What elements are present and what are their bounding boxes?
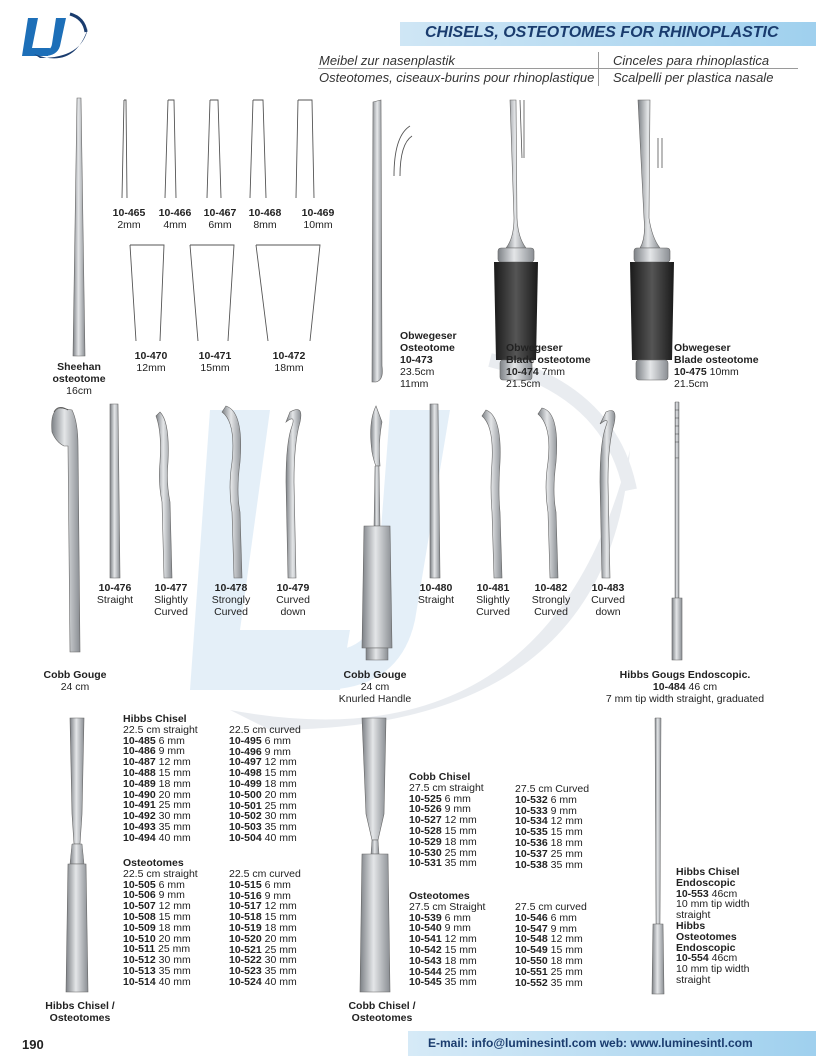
gouge-10-479: 10-479 Curved down bbox=[276, 582, 310, 618]
catalog-row: 10-527 12 mm bbox=[409, 814, 477, 827]
catalog-row: 10-531 35 mm bbox=[409, 857, 477, 870]
blade-474-code-line: 10-474 7mm bbox=[506, 366, 565, 378]
ost-10-465: 10-465 2mm bbox=[112, 207, 146, 231]
catalog-row: 10-543 18 mm bbox=[409, 954, 477, 967]
cobb-chisel-image bbox=[354, 714, 398, 996]
hibbs-endo-name: Hibbs Gougs Endoscopic. bbox=[619, 669, 751, 681]
blade-474-size: 21.5cm bbox=[506, 378, 541, 390]
obwegeser-code: 10-473 bbox=[400, 354, 433, 366]
hibbs-endo-code-line: 10-484 46 cm bbox=[652, 681, 718, 693]
catalog-row: 10-529 18 mm bbox=[409, 835, 477, 848]
cobb-chisel-caption-2: Osteotomes bbox=[351, 1012, 413, 1024]
hibbs-chisel-image bbox=[60, 714, 96, 996]
catalog-row: 10-544 25 mm bbox=[409, 965, 477, 978]
catalog-row: 10-488 15 mm bbox=[123, 766, 191, 779]
catalog-row: 10-517 12 mm bbox=[229, 900, 297, 913]
catalog-row: 10-505 6 mm bbox=[123, 878, 185, 891]
catalog-row: 10-496 9 mm bbox=[229, 745, 291, 758]
cobb-gouge-2-name: Cobb Gouge bbox=[343, 669, 407, 681]
catalog-row: 10-500 20 mm bbox=[229, 788, 297, 801]
catalog-row: 10-538 35 mm bbox=[515, 858, 583, 871]
catalog-row: 10-485 6 mm bbox=[123, 734, 185, 747]
ost-10-471: 10-471 15mm bbox=[198, 350, 232, 374]
catalog-row: 10-494 40 mm bbox=[123, 831, 191, 844]
hibbs-endoscopic-gouge-image bbox=[664, 398, 690, 666]
catalog-row: 10-499 18 mm bbox=[229, 777, 297, 790]
catalog-row: 10-495 6 mm bbox=[229, 734, 291, 747]
catalog-row: 10-513 35 mm bbox=[123, 964, 191, 977]
cobb-chisel-caption-1: Cobb Chisel / bbox=[348, 1000, 416, 1012]
blade-475-size: 21.5cm bbox=[674, 378, 709, 390]
blade-475-code-line: 10-475 10mm bbox=[674, 366, 739, 378]
blade-474-name: Obwegeser bbox=[506, 342, 563, 354]
catalog-row: 10-498 15 mm bbox=[229, 767, 297, 780]
hibbs-caption-1: Hibbs Chisel / bbox=[45, 1000, 115, 1012]
ost-10-468: 10-468 8mm bbox=[248, 207, 282, 231]
obwegeser-type: Osteotome bbox=[400, 342, 455, 354]
catalog-row: 10-509 18 mm bbox=[123, 921, 191, 934]
catalog-row: 10-489 18 mm bbox=[123, 777, 191, 790]
gouge-10-481: 10-481 Slightly Curved bbox=[476, 582, 510, 618]
catalog-row: 10-530 25 mm bbox=[409, 846, 477, 859]
ost-10-467: 10-467 6mm bbox=[203, 207, 237, 231]
footer-contact: E-mail: info@luminesintl.com web: www.luminesintl.com bbox=[428, 1036, 753, 1050]
catalog-row: 10-506 9 mm bbox=[123, 889, 185, 902]
gouge-10-480: 10-480 Straight bbox=[417, 582, 455, 606]
catalog-row: 10-534 12 mm bbox=[515, 815, 583, 828]
catalog-row: 10-525 6 mm bbox=[409, 792, 471, 805]
hibbs-endo-desc: 7 mm tip width straight, graduated bbox=[605, 693, 765, 705]
catalog-row: 10-515 6 mm bbox=[229, 878, 291, 891]
catalog-row: 10-532 6 mm bbox=[515, 793, 577, 806]
catalog-row: 10-541 12 mm bbox=[409, 933, 477, 946]
ost-10-466: 10-466 4mm bbox=[158, 207, 192, 231]
catalog-row: 10-501 25 mm bbox=[229, 799, 297, 812]
cobb-osteotomes-straight-list: Osteotomes 27.5 cm Straight 10-539 6 mm 10-540 9 mm 10-541 12 mm 10-542 15 mm 10-543 18 mm 10-544 25 mm 10-545 35 mm bbox=[409, 890, 486, 989]
ost-10-470: 10-470 12mm bbox=[134, 350, 168, 374]
subtitle-italian: Scalpelli per plastica nasale bbox=[613, 70, 774, 85]
lj-logo bbox=[20, 10, 92, 62]
catalog-row: 10-516 9 mm bbox=[229, 889, 291, 902]
gouge-10-477: 10-477 Slightly Curved bbox=[154, 582, 188, 618]
sheehan-osteotome-image bbox=[68, 96, 90, 362]
subtitle-french: Osteotomes, ciseaux-burins pour rhinoplastique bbox=[319, 70, 595, 85]
cobb-chisel-curved-list: 27.5 cm Curved 10-532 6 mm 10-533 9 mm 10-534 12 mm 10-535 15 mm 10-536 18 mm 10-537 25 mm 10-538 35 mm bbox=[515, 783, 590, 871]
page-title: CHISELS, OSTEOTOMES FOR RHINOPLASTIC bbox=[425, 24, 779, 41]
cobb-gouge-2-handle: Knurled Handle bbox=[338, 693, 412, 705]
catalog-row: 10-520 20 mm bbox=[229, 932, 297, 945]
catalog-row: 10-521 25 mm bbox=[229, 943, 297, 956]
catalog-row: 10-508 15 mm bbox=[123, 910, 191, 923]
sheehan-type: osteotome bbox=[52, 373, 106, 385]
catalog-row: 10-514 40 mm bbox=[123, 975, 191, 988]
catalog-row: 10-550 18 mm bbox=[515, 954, 583, 967]
catalog-row: 10-535 15 mm bbox=[515, 826, 583, 839]
subtitle-vertical-divider bbox=[598, 52, 599, 86]
sheehan-size: 16cm bbox=[66, 385, 92, 397]
catalog-row: 10-536 18 mm bbox=[515, 836, 583, 849]
cobb-gouge-1-size: 24 cm bbox=[60, 681, 90, 693]
catalog-row: 10-540 9 mm bbox=[409, 922, 471, 935]
osteotome-blade-outlines-b bbox=[124, 243, 334, 347]
cobb-osteotomes-curved-list: 27.5 cm curved 10-546 6 mm 10-547 9 mm 10-548 12 mm 10-549 15 mm 10-550 18 mm 10-551 25 mm 10-552 35 mm bbox=[515, 901, 587, 989]
hibbs-osteotomes-curved-list: 22.5 cm curved 10-515 6 mm 10-516 9 mm 10-517 12 mm 10-518 15 mm 10-519 18 mm 10-520 20 mm 10-521 25 mm 10-522 30 mm 10-523 35 mm 10-524 40 mm bbox=[229, 868, 301, 988]
catalog-row: 10-526 9 mm bbox=[409, 803, 471, 816]
obwegeser-blade-10-475-image bbox=[624, 98, 680, 384]
blade-474-type: Blade osteotome bbox=[506, 354, 591, 366]
cobb-gouge-knurled-image bbox=[350, 402, 400, 664]
catalog-row: 10-522 30 mm bbox=[229, 954, 297, 967]
subtitle-spanish: Cinceles para rhinoplastica bbox=[613, 53, 770, 68]
cobb-gouge-1-name: Cobb Gouge bbox=[43, 669, 107, 681]
catalog-row: 10-497 12 mm bbox=[229, 756, 297, 769]
catalog-row: 10-510 20 mm bbox=[123, 932, 191, 945]
catalog-row: 10-533 9 mm bbox=[515, 804, 577, 817]
cobb-gouge-image bbox=[46, 402, 86, 666]
hibbs-caption-2: Osteotomes bbox=[49, 1012, 111, 1024]
catalog-row: 10-492 30 mm bbox=[123, 810, 191, 823]
catalog-row: 10-502 30 mm bbox=[229, 810, 297, 823]
catalog-row: 10-546 6 mm bbox=[515, 911, 577, 924]
osteotome-blade-outlines-a bbox=[118, 98, 348, 206]
gouges-b-image bbox=[420, 402, 620, 582]
catalog-row: 10-491 25 mm bbox=[123, 799, 191, 812]
catalog-row: 10-518 15 mm bbox=[229, 911, 297, 924]
catalog-row: 10-511 25 mm bbox=[123, 943, 191, 956]
hibbs-chisel-straight-list: Hibbs Chisel 22.5 cm straight 10-485 6 mm 10-486 9 mm 10-487 12 mm 10-488 15 mm 10-489 18 mm 10-490 20 mm 10-491 25 mm 10-492 30 mm 10-493 35 mm 10-494 40 mm bbox=[123, 713, 198, 844]
catalog-row: 10-542 15 mm bbox=[409, 943, 477, 956]
catalog-row: 10-504 40 mm bbox=[229, 831, 297, 844]
catalog-row: 10-548 12 mm bbox=[515, 933, 583, 946]
gouges-a-image bbox=[100, 402, 320, 582]
subtitle-divider bbox=[318, 68, 798, 69]
catalog-row: 10-512 30 mm bbox=[123, 954, 191, 967]
page-number: 190 bbox=[22, 1037, 44, 1052]
catalog-row: 10-545 35 mm bbox=[409, 976, 477, 989]
obwegeser-name: Obwegeser bbox=[400, 330, 457, 342]
catalog-row: 10-549 15 mm bbox=[515, 944, 583, 957]
catalog-row: 10-551 25 mm bbox=[515, 965, 583, 978]
hibbs-osteotomes-straight-list: Osteotomes 22.5 cm straight 10-505 6 mm 10-506 9 mm 10-507 12 mm 10-508 15 mm 10-509 18 mm 10-510 20 mm 10-511 25 mm 10-512 30 mm 10-513 35 mm 10-514 40 mm bbox=[123, 857, 198, 988]
obwegeser-size2: 11mm bbox=[400, 378, 429, 390]
catalog-row: 10-487 12 mm bbox=[123, 756, 191, 769]
hibbs-endoscopic-chisel-image bbox=[648, 714, 668, 996]
catalog-row: 10-537 25 mm bbox=[515, 847, 583, 860]
gouge-10-478: 10-478 Strongly Curved bbox=[211, 582, 251, 618]
catalog-row: 10-507 12 mm bbox=[123, 900, 191, 913]
catalog-row: 10-539 6 mm bbox=[409, 911, 471, 924]
catalog-row: 10-493 35 mm bbox=[123, 820, 191, 833]
catalog-row: 10-524 40 mm bbox=[229, 975, 297, 988]
catalog-row: 10-519 18 mm bbox=[229, 921, 297, 934]
catalog-row: 10-490 20 mm bbox=[123, 788, 191, 801]
hibbs-chisel-curved-list: 22.5 cm curved 10-495 6 mm 10-496 9 mm 10-497 12 mm 10-498 15 mm 10-499 18 mm 10-500 20 mm 10-501 25 mm 10-502 30 mm 10-503 35 mm 10-504 40 mm bbox=[229, 724, 301, 844]
blade-475-type: Blade osteotome bbox=[674, 354, 759, 366]
subtitle-german: Meibel zur nasenplastik bbox=[319, 53, 455, 68]
ost-10-472: 10-472 18mm bbox=[272, 350, 306, 374]
catalog-row: 10-547 9 mm bbox=[515, 922, 577, 935]
catalog-row: 10-523 35 mm bbox=[229, 965, 297, 978]
gouge-10-476: 10-476 Straight bbox=[96, 582, 134, 606]
catalog-row: 10-552 35 mm bbox=[515, 976, 583, 989]
cobb-gouge-2-size: 24 cm bbox=[360, 681, 390, 693]
blade-475-name: Obwegeser bbox=[674, 342, 731, 354]
gouge-10-482: 10-482 Strongly Curved bbox=[531, 582, 571, 618]
catalog-row: 10-503 35 mm bbox=[229, 821, 297, 834]
gouge-10-483: 10-483 Curved down bbox=[591, 582, 625, 618]
hibbs-endoscopic-chisel-list: Hibbs Chisel Endoscopic 10-553 46cm 10 mm tip width straight Hibbs Osteotomes Endoscopic 10-554 46cm 10 mm tip width straight bbox=[676, 866, 750, 986]
sheehan-name: Sheehan bbox=[57, 361, 101, 373]
ost-10-469: 10-469 10mm bbox=[301, 207, 335, 231]
cobb-chisel-straight-list: Cobb Chisel 27.5 cm straight 10-525 6 mm 10-526 9 mm 10-527 12 mm 10-528 15 mm 10-529 18 mm 10-530 25 mm 10-531 35 mm bbox=[409, 771, 484, 870]
obwegeser-size1: 23.5cm bbox=[400, 366, 435, 378]
catalog-row: 10-486 9 mm bbox=[123, 745, 185, 758]
catalog-row: 10-528 15 mm bbox=[409, 824, 477, 837]
